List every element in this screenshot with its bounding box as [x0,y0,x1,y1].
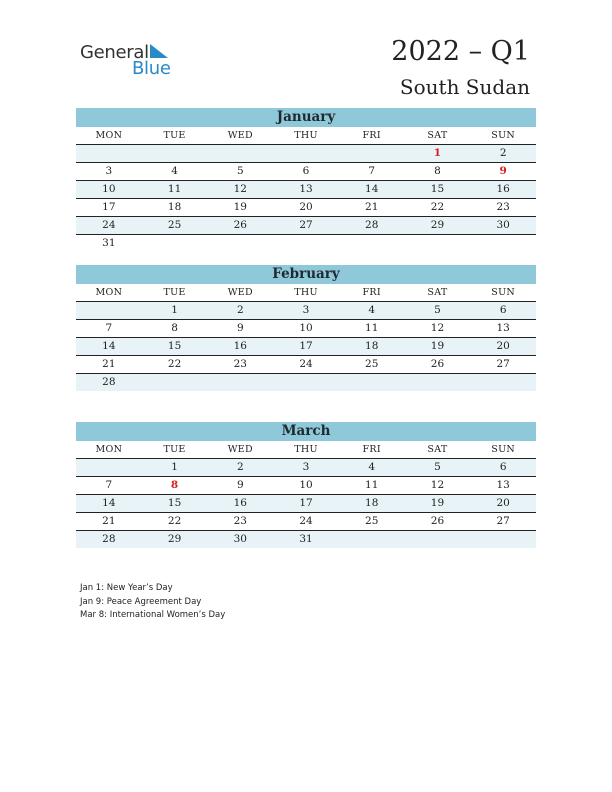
day-cell: 10 [102,183,116,195]
day-cell: 28 [365,219,379,231]
day-cell: 23 [233,515,247,527]
day-cell: 14 [102,497,116,509]
weekday-label: THU [294,444,318,455]
day-cell: 13 [496,322,510,334]
day-cell: 21 [365,201,379,213]
weekday-label: THU [294,287,318,298]
day-cell: 24 [299,358,313,370]
day-cell: 7 [105,322,113,334]
day-cell [405,531,471,548]
day-cell: 25 [365,358,379,370]
weekday-label: MON [95,444,123,455]
day-cell: 1 [171,461,178,473]
month-header: March [76,422,536,441]
day-cell: 9 [236,479,244,491]
week-row [76,531,536,548]
weekday-label: TUE [163,444,186,455]
day-cell: 2 [236,304,244,316]
weekday-row [76,441,536,459]
day-cell: 12 [233,183,247,195]
day-cell: 14 [102,340,116,352]
weekday-label: SUN [491,287,516,298]
day-cell: 21 [102,358,116,370]
page-title: 2022 – Q1 [391,36,530,67]
week-row [76,320,536,338]
holiday-note: Mar 8: International Women’s Day [80,610,226,620]
day-cell: 11 [365,479,379,491]
month-january [76,108,536,252]
day-cell: 16 [233,497,247,509]
day-cell [142,374,208,391]
day-cell: 27 [496,358,510,370]
week-row [76,163,536,181]
month-header: January [76,108,536,127]
weekday-label: WED [227,444,253,455]
day-cell: 25 [365,515,379,527]
day-cell: 17 [299,340,313,352]
week-row [76,374,536,391]
day-cell: 26 [233,219,247,231]
day-cell: 10 [299,322,313,334]
day-cell: 30 [496,219,510,231]
day-cell: 24 [102,219,116,231]
day-cell: 9 [236,322,244,334]
day-cell: 2 [499,147,507,159]
day-cell: 4 [171,165,178,177]
day-cell: 25 [167,219,182,231]
day-cell: 18 [365,340,379,352]
holiday-note: Jan 1: New Year’s Day [80,583,173,593]
day-cell: 23 [233,358,247,370]
holiday-notes [80,582,225,623]
day-cell: 28 [102,533,116,545]
day-cell [405,374,471,391]
week-row [76,181,536,199]
logo-text-blue: Blue [132,58,171,79]
day-cell: 18 [365,497,379,509]
day-cell [207,374,273,391]
weekday-label: MON [95,287,123,298]
day-cell: 3 [302,304,310,316]
day-cell: 16 [233,340,247,352]
day-cell: 22 [167,358,182,370]
day-cell: 22 [167,515,182,527]
day-cell: 18 [167,201,182,213]
day-cell [142,145,208,162]
weekday-label: SAT [427,287,448,298]
week-row [76,217,536,235]
day-cell: 15 [167,497,182,509]
day-cell: 23 [496,201,510,213]
weekday-label: FRI [362,130,381,141]
weekday-label: WED [227,130,253,141]
week-row [76,145,536,163]
day-cell: 24 [299,515,313,527]
day-cell: 19 [430,340,445,352]
day-cell [76,145,142,162]
weekday-label: SUN [491,130,516,141]
week-row [76,235,536,252]
day-cell: 15 [167,340,182,352]
day-cell: 6 [302,165,310,177]
day-cell: 27 [496,515,510,527]
day-cell [273,145,339,162]
country-name: South Sudan [399,75,530,99]
day-cell: 30 [233,533,247,545]
day-cell: 3 [302,461,310,473]
weekday-row [76,284,536,302]
holiday-day-cell: 8 [170,479,179,491]
day-cell: 13 [496,479,510,491]
holiday-day-cell: 9 [499,165,507,177]
day-cell: 20 [496,340,510,352]
day-cell: 20 [496,497,510,509]
day-cell: 4 [368,304,376,316]
day-cell [76,459,142,476]
day-cell [339,374,405,391]
day-cell: 11 [167,183,182,195]
day-cell [470,235,536,252]
week-row [76,199,536,217]
day-cell [470,531,536,548]
day-cell: 8 [434,165,441,177]
day-cell: 22 [430,201,445,213]
day-cell [76,302,142,319]
day-cell [273,374,339,391]
logo-text-general: General [80,42,149,63]
day-cell: 1 [171,304,178,316]
day-cell: 28 [102,376,116,388]
day-cell: 11 [365,322,379,334]
day-cell [207,145,273,162]
day-cell: 12 [430,479,445,491]
month-march [76,422,536,548]
weekday-label: FRI [362,287,381,298]
day-cell [470,374,536,391]
weekday-label: SAT [427,444,448,455]
logo [80,42,190,82]
day-cell: 5 [236,165,244,177]
holiday-day-cell: 1 [433,147,442,159]
weekday-label: TUE [163,287,186,298]
month-header: February [76,265,536,284]
day-cell: 27 [299,219,313,231]
day-cell: 19 [430,497,445,509]
day-cell [207,235,273,252]
week-row [76,513,536,531]
weekday-row [76,127,536,145]
holiday-note: Jan 9: Peace Agreement Day [80,596,202,607]
day-cell: 17 [102,201,116,213]
week-row [76,477,536,495]
month-february [76,265,536,391]
day-cell [339,531,405,548]
day-cell: 7 [105,479,113,491]
weekday-label: THU [294,130,318,141]
week-row [76,356,536,374]
day-cell: 8 [171,322,178,334]
weekday-label: SUN [491,444,516,455]
day-cell: 13 [299,183,313,195]
day-cell: 6 [499,461,507,473]
weekday-label: SAT [427,130,448,141]
weekday-label: FRI [362,444,381,455]
day-cell: 31 [299,533,313,545]
day-cell: 7 [368,165,376,177]
day-cell: 10 [299,479,313,491]
week-row [76,338,536,356]
week-row [76,459,536,477]
day-cell [339,145,405,162]
day-cell: 19 [233,201,247,213]
week-row [76,495,536,513]
day-cell: 4 [368,461,376,473]
day-cell: 26 [430,358,445,370]
day-cell: 3 [105,165,113,177]
weekday-label: MON [95,130,123,141]
day-cell: 5 [434,304,441,316]
day-cell: 29 [430,219,445,231]
day-cell: 2 [236,461,244,473]
day-cell [339,235,405,252]
day-cell: 15 [430,183,445,195]
day-cell: 14 [365,183,379,195]
day-cell: 26 [430,515,445,527]
weekday-label: WED [227,287,253,298]
day-cell: 29 [167,533,182,545]
day-cell: 17 [299,497,313,509]
day-cell: 5 [434,461,441,473]
day-cell [142,235,208,252]
day-cell: 16 [496,183,510,195]
day-cell: 12 [430,322,445,334]
day-cell: 6 [499,304,507,316]
day-cell [405,235,471,252]
week-row [76,302,536,320]
day-cell: 21 [102,515,116,527]
day-cell: 31 [102,237,116,249]
day-cell: 20 [299,201,313,213]
weekday-label: TUE [163,130,186,141]
day-cell [273,235,339,252]
